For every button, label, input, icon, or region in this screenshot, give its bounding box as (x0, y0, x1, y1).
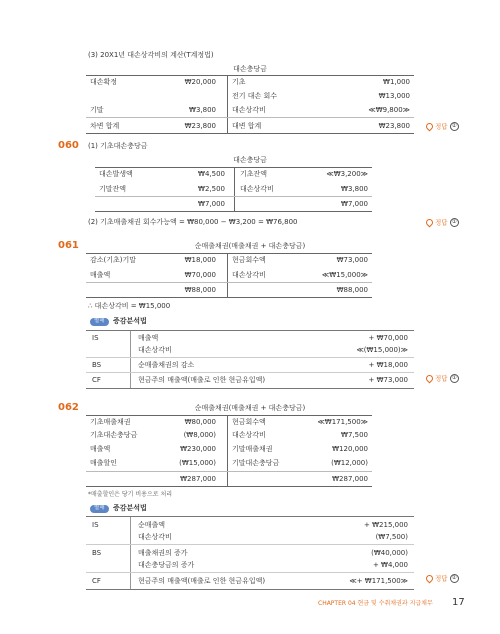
t-right-value: (₩12,000) (331, 459, 368, 467)
t-left-label: 대손확정 (90, 78, 118, 86)
t-account-top-line (86, 75, 414, 76)
conclusion-text: ∴ 대손상각비 = ₩15,000 (88, 302, 171, 310)
row-item: 순매출채권의 감소 (138, 361, 195, 369)
answer-number: ② (450, 122, 459, 131)
table-row (86, 573, 414, 589)
t-right-value: ₩1,000 (383, 78, 410, 86)
alt-solution-title: 증감분석법 (113, 317, 147, 325)
row-item: 현금주의 매출액(매출로 인한 현금유입액) (138, 376, 266, 384)
t-left-value: ₩3,800 (189, 106, 216, 114)
column-divider (130, 373, 131, 388)
t-account-title: 순매출채권(매출채권 + 대손충당금) (194, 404, 306, 412)
column-divider (130, 358, 131, 372)
t-left-value: (₩8,000) (183, 431, 216, 439)
row-value: + ₩4,000 (372, 561, 408, 569)
t-right-label: 대손상각비 (232, 431, 266, 439)
t-right-total-value: ₩287,000 (332, 475, 368, 483)
t-right-total-value: ₩7,000 (341, 200, 368, 208)
t-right-value: ≪₩9,800≫ (368, 106, 410, 114)
column-divider (130, 517, 131, 544)
answer-marker (426, 374, 459, 383)
formula-text: (2) 기초매출채권 회수가능액 = ₩80,000 − ₩3,200 = ₩76,800 (88, 218, 298, 226)
row-value: (₩40,000) (371, 549, 408, 557)
answer-label: 정답 (435, 122, 448, 131)
table-row (86, 373, 414, 388)
t-left-label: 기말 (90, 106, 104, 114)
analysis-table (86, 516, 414, 590)
row-item: 대손충당금의 증가 (138, 561, 195, 569)
t-account-title: 순매출채권(매출채권 + 대손충당금) (194, 242, 306, 250)
t-left-total-value: ₩287,000 (180, 475, 216, 483)
table-row (86, 517, 414, 545)
answer-number: ① (450, 374, 459, 383)
column-divider (130, 545, 131, 572)
t-right-total-value: ₩88,000 (336, 286, 368, 294)
column-divider (130, 331, 131, 357)
t-right-label: 기말매출채권 (232, 445, 273, 453)
table-row (86, 331, 414, 358)
t-right-label: 기초잔액 (240, 170, 268, 178)
t-account-sum-line (86, 471, 372, 472)
t-right-label: 기말대손충당금 (232, 459, 280, 467)
question-number: 061 (58, 240, 79, 251)
t-left-label: 기초대손충당금 (90, 431, 138, 439)
t-right-value: ≪₩15,000≫ (321, 271, 368, 279)
t-left-value: ₩230,000 (180, 445, 216, 453)
row-label: CF (92, 577, 101, 585)
chapter-footer: CHAPTER 04 현금 및 수취채권과 지급채무 (318, 600, 433, 607)
t-right-label: 기초 (232, 78, 246, 86)
t-left-label: 기말잔액 (99, 185, 127, 193)
t-account-divider (227, 415, 228, 486)
answer-label: 정답 (435, 574, 448, 583)
t-right-value: ₩73,000 (336, 256, 368, 264)
t-account-title: 대손충당금 (233, 65, 267, 73)
t-left-label: 매출할인 (90, 459, 118, 467)
t-left-value: ₩70,000 (184, 271, 216, 279)
table-row (86, 358, 414, 373)
t-left-value: ₩2,500 (198, 185, 225, 193)
t-account-top-line (86, 253, 372, 254)
t-account-divider (227, 75, 228, 133)
t-account-sum-line (95, 196, 372, 197)
alt-solution-tag: 별해 (90, 505, 109, 513)
t-account-bottom-line (86, 297, 372, 298)
analysis-table (86, 330, 414, 389)
page-number: 17 (452, 597, 465, 608)
t-left-value: ₩80,000 (184, 418, 216, 426)
row-item: 매출채권의 증가 (138, 549, 188, 557)
t-left-value: ₩4,500 (198, 170, 225, 178)
answer-number: ② (450, 574, 459, 583)
t-right-label: 현금회수액 (232, 256, 266, 264)
t-left-label: 감소(기초)기말 (90, 256, 137, 264)
row-item: 매출액 (138, 334, 159, 342)
row-label: IS (92, 334, 99, 342)
t-left-label: 대손발생액 (99, 170, 133, 178)
t-account-sum-line (86, 117, 414, 118)
t-right-value: ₩7,500 (341, 431, 368, 439)
t-right-label: 현금회수액 (232, 418, 266, 426)
row-value: + ₩215,000 (364, 521, 408, 529)
t-left-total-value: ₩88,000 (184, 286, 216, 294)
t-account-sum-line (86, 282, 372, 283)
row-value: ≪+ ₩171,500≫ (349, 577, 408, 585)
footnote-text: *매출할인은 당기 비용으로 처리 (88, 491, 173, 498)
t-account-divider (227, 253, 228, 297)
t-left-value: ₩18,000 (184, 256, 216, 264)
t-right-label: 대손상각비 (232, 106, 266, 114)
row-item: 대손상각비 (138, 346, 172, 354)
t-account-top-line (86, 415, 372, 416)
row-value: ≪(₩15,000)≫ (356, 346, 408, 354)
section-heading: (1) 기초대손충당금 (88, 142, 148, 150)
answer-marker (426, 574, 459, 583)
row-item: 현금주의 매출액(매출로 인한 현금유입액) (138, 577, 266, 585)
t-left-value: (₩15,000) (179, 459, 216, 467)
t-right-value: ≪₩3,200≫ (326, 170, 368, 178)
t-left-total-value: ₩23,800 (184, 122, 216, 130)
question-number: 060 (58, 140, 79, 151)
row-item: 순매출액 (138, 521, 166, 529)
row-value: + ₩70,000 (368, 334, 408, 342)
pin-icon (425, 574, 435, 584)
answer-label: 정답 (435, 374, 448, 383)
answer-number: ① (450, 218, 459, 227)
pin-icon (425, 374, 435, 384)
t-account-title: 대손충당금 (233, 156, 267, 164)
t-right-value: ₩3,800 (341, 185, 368, 193)
t-right-label: 대손상각비 (232, 271, 266, 279)
answer-label: 정답 (435, 218, 448, 227)
t-account-bottom-line (86, 486, 372, 487)
row-value: + ₩18,000 (368, 361, 408, 369)
answer-marker (426, 218, 459, 227)
t-account-divider (234, 167, 235, 211)
row-label: BS (92, 549, 102, 557)
row-item: 대손상각비 (138, 533, 172, 541)
t-account-bottom-line (86, 133, 414, 134)
pin-icon (425, 122, 435, 132)
pin-icon (425, 218, 435, 228)
alt-solution-title: 증감분석법 (113, 504, 147, 512)
t-left-total-value: ₩7,000 (198, 200, 225, 208)
t-right-total-value: ₩23,800 (378, 122, 410, 130)
row-value: + ₩73,000 (368, 376, 408, 384)
row-value: (₩7,500) (375, 533, 408, 541)
row-label: IS (92, 521, 99, 529)
t-left-value: ₩20,000 (184, 78, 216, 86)
alt-solution-tag: 별해 (90, 318, 109, 326)
question-number: 062 (58, 402, 79, 413)
t-right-value: ≪₩171,500≫ (317, 418, 368, 426)
t-account-bottom-line (95, 211, 372, 212)
table-row (86, 545, 414, 573)
row-label: CF (92, 376, 101, 384)
t-right-value: ₩13,000 (378, 92, 410, 100)
row-label: BS (92, 361, 102, 369)
column-divider (130, 573, 131, 589)
t-left-total-label: 차변 합계 (90, 122, 120, 130)
answer-marker (426, 122, 459, 131)
t-left-label: 매출액 (90, 271, 111, 279)
t-left-label: 매출액 (90, 445, 111, 453)
t-left-label: 기초매출채권 (90, 418, 131, 426)
t-right-total-label: 대변 합계 (232, 122, 262, 130)
section-heading: (3) 20X1년 대손상각비의 계산(T계정법) (88, 51, 214, 59)
t-right-label: 전기 대손 회수 (232, 92, 278, 100)
t-right-value: ₩120,000 (332, 445, 368, 453)
t-right-label: 대손상각비 (240, 185, 274, 193)
